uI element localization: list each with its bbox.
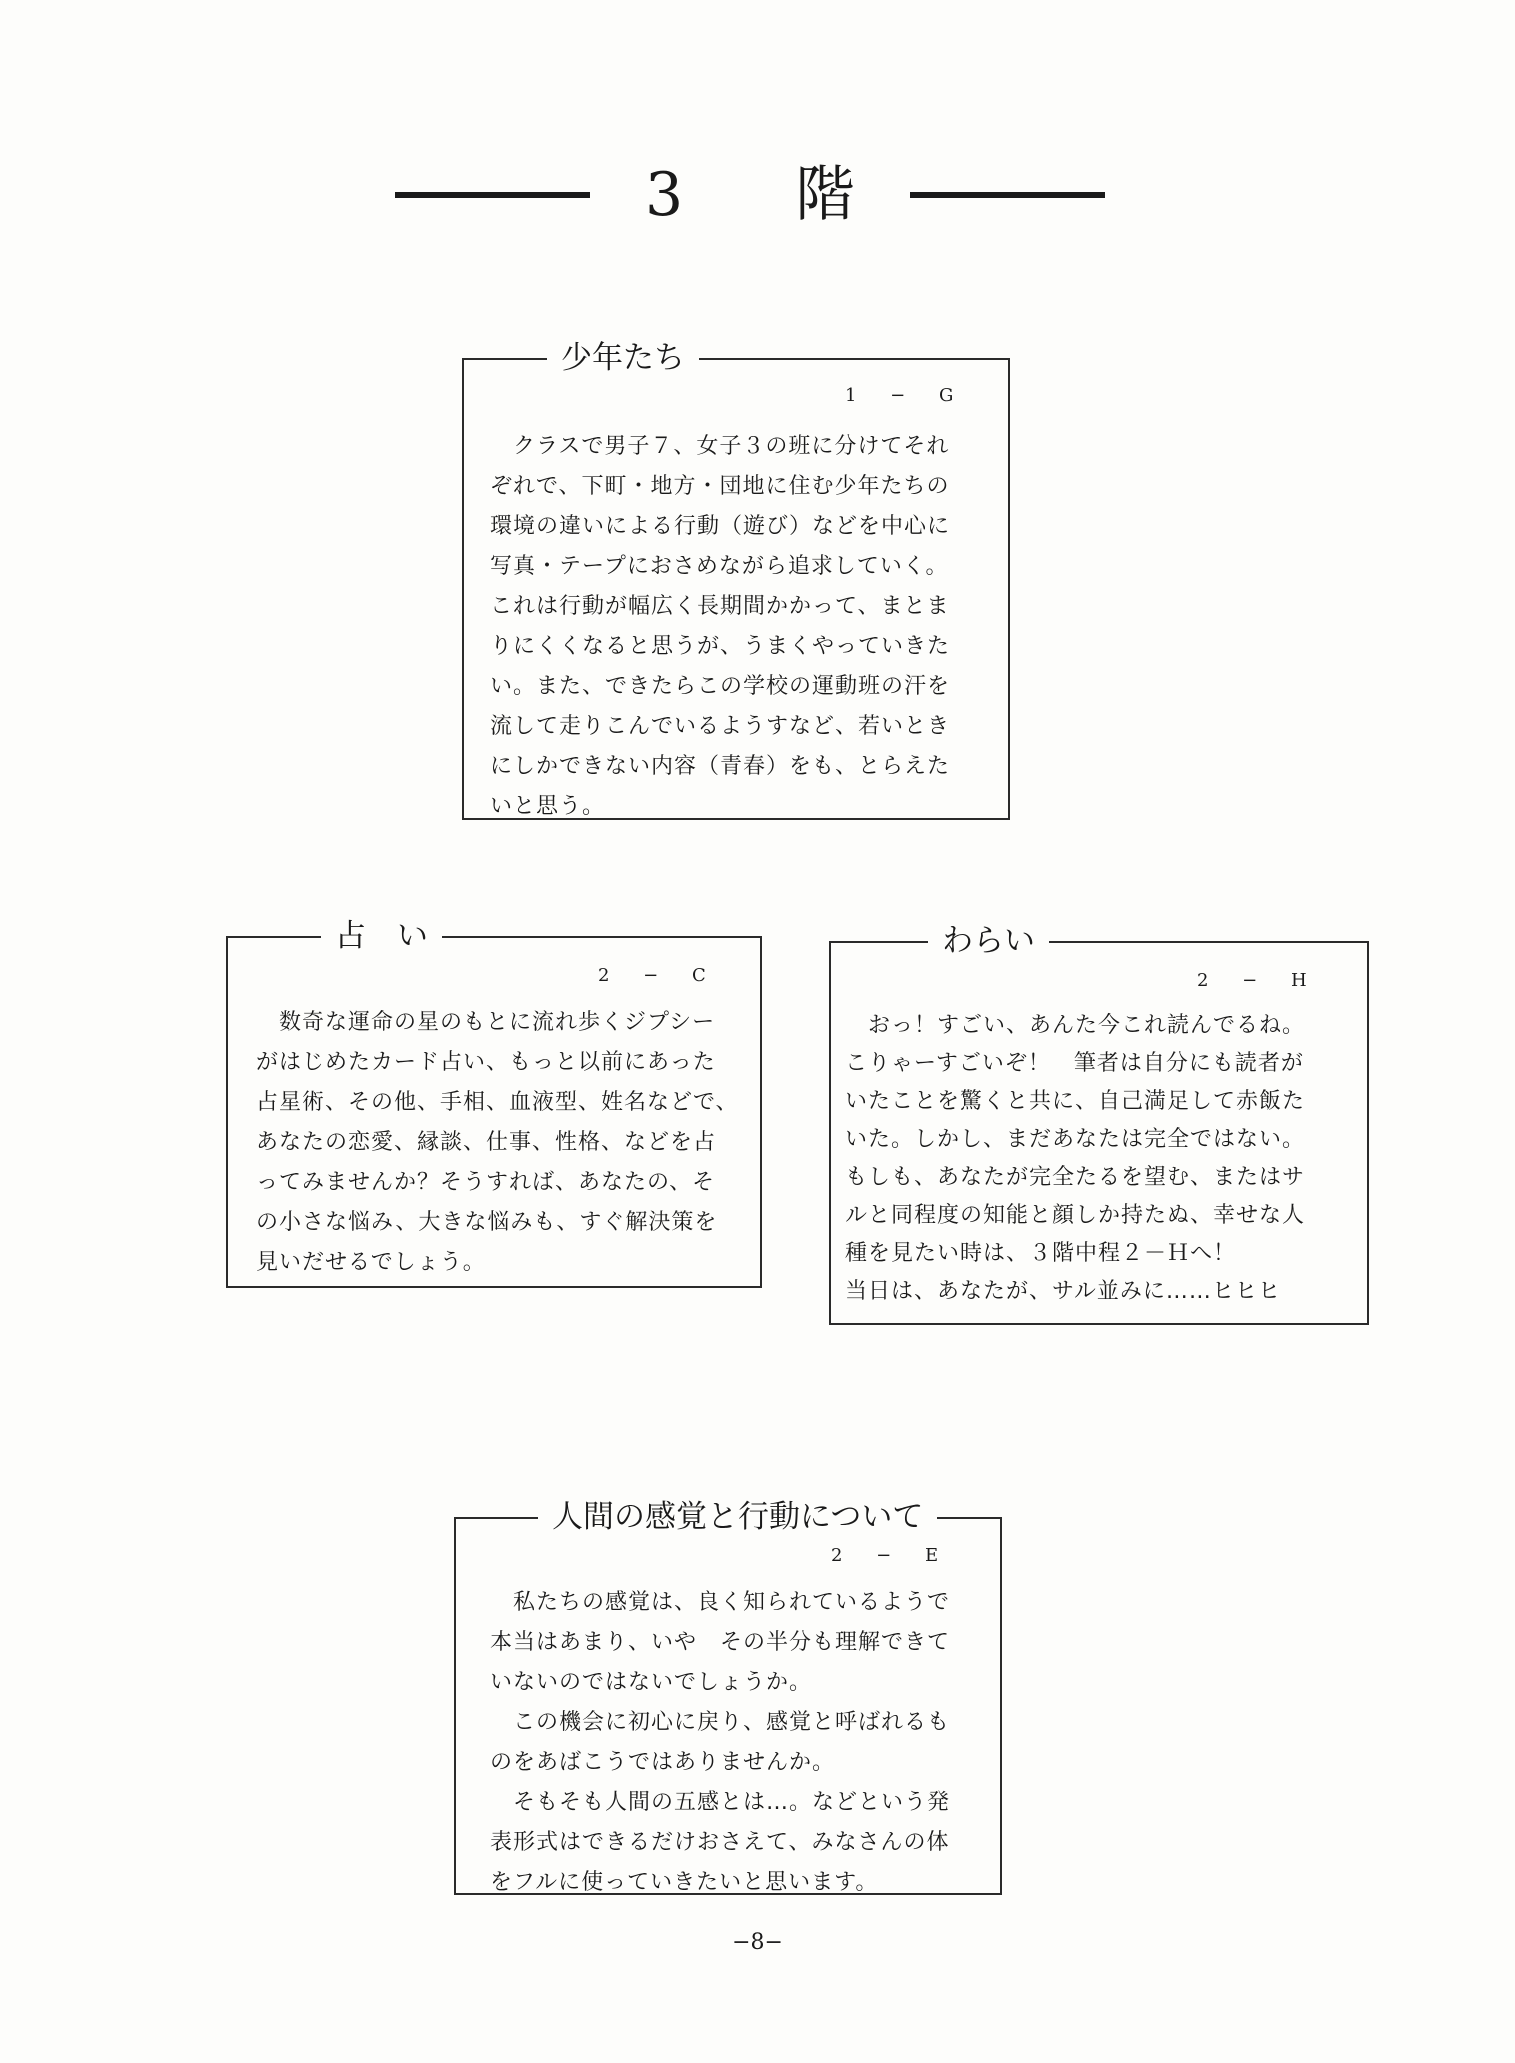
section-uranai-body: 数奇な運命の星のもとに流れ歩くジプシー がはじめたカード占い、もっと以前にあった 占星術、その他、手相、血液型、姓名などで、 あなたの恋愛、縁談、仕事、性格、などを占 ってみませんか？そうすれば、あなたの、そ の小さな悩み、大きな悩みも、すぐ解決策を 見いだせるでしょう。 xyxy=(256,1010,739,1275)
floor-number: 3 xyxy=(645,160,684,230)
title-rule-left xyxy=(395,192,590,198)
section-warai-title: わらい xyxy=(928,921,1049,961)
page-title xyxy=(395,150,1105,240)
section-uranai-title: 占 い xyxy=(321,916,442,956)
section-warai-code: 2 − H xyxy=(1197,970,1321,991)
section-kankaku-code: 2 − E xyxy=(831,1545,953,1566)
section-warai-body: おっ！すごい、あんた今これ読んでるね。 こりゃーすごいぞ！ 筆者は自分にも読者が いたことを驚くと共に、自己満足して赤飯た いた。しかし、まだあなたは完全ではない。 もしも、あなたが完全たるを望む、またはサ ルと同程度の知能と顔しか持たぬ、幸せな人 種を見たい時は、３階中程２－Ｈへ！ 当日は、あなたが、サル並みに……ヒヒヒ xyxy=(845,1013,1306,1304)
section-shonen-body: クラスで男子７、女子３の班に分けてそれ ぞれで、下町・地方・団地に住む少年たちの 環境の違いによる行動（遊び）などを中心に 写真・テープにおさめながら追求していく。 これは行動が幅広く長期間かかって、まとま りにくくなると思うが、うまくやっていきた い。また、できたらこの学校の運動班の汗を 流して走りこんでいるようすなど、若いとき にしかできない内容（青春）をも、とらえた いと思う。 xyxy=(490,434,951,819)
section-shonen-code: 1 − G xyxy=(845,385,968,406)
section-uranai-code: 2 − C xyxy=(598,965,720,986)
section-kankaku-body: 私たちの感覚は、良く知られているようで 本当はあまり、いや その半分も理解できて いないのではないでしょうか。 この機会に初心に戻り、感覚と呼ばれるも のをあばこうではありませんか。 そもそも人間の五感とは…。などという発 表形式はできるだけおさえて、みなさんの体 をフルに使っていきたいと思います。 xyxy=(490,1590,951,1895)
floor-label: 階 xyxy=(795,160,855,230)
page-number: −8− xyxy=(732,1930,783,1955)
title-rule-right xyxy=(910,192,1105,198)
section-shonen-title: 少年たち xyxy=(547,338,699,378)
section-kankaku-title: 人間の感覚と行動について xyxy=(538,1497,937,1537)
